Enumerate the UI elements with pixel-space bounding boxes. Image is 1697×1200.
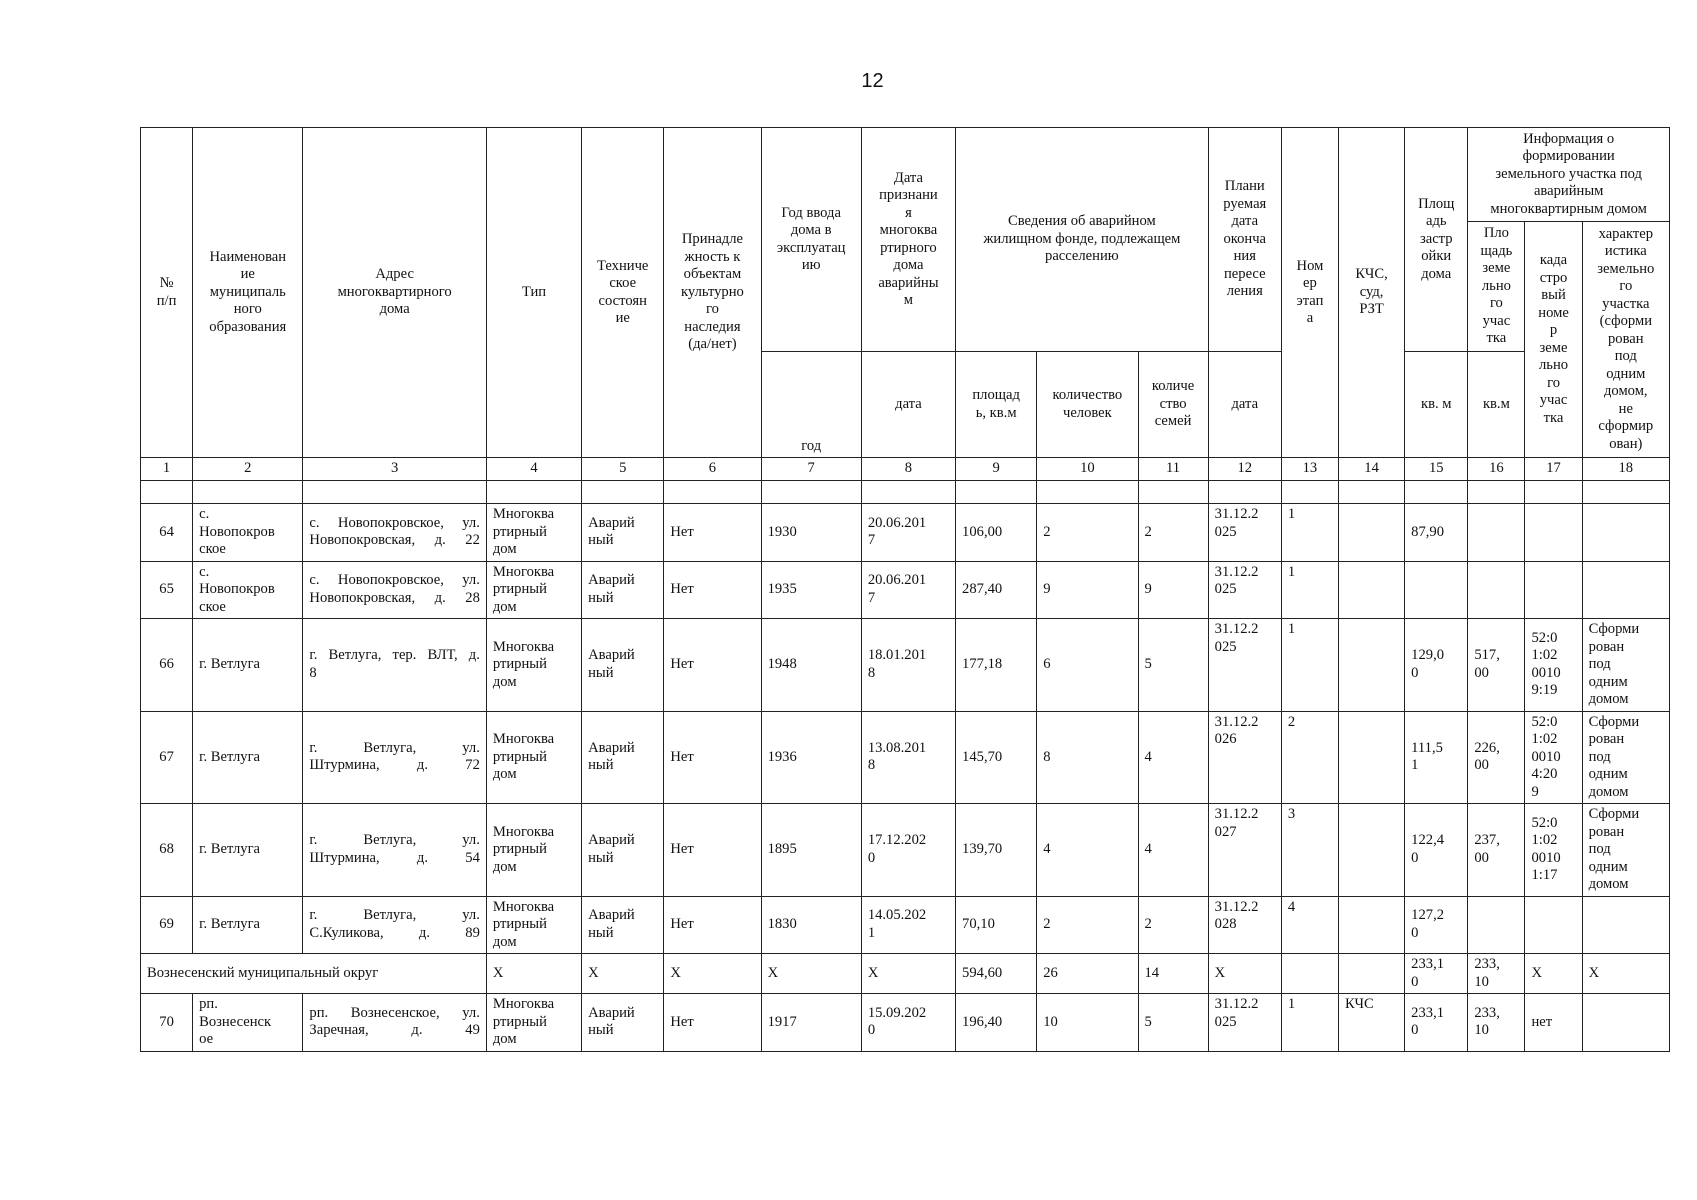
cell-area: 70,10 — [956, 896, 1037, 954]
cell-municipality: г. Ветлуга — [193, 896, 303, 954]
column-number: 2 — [193, 458, 303, 481]
spacer-cell — [956, 481, 1037, 504]
header-planned-date — [1208, 128, 1281, 352]
table-row — [141, 994, 1670, 1052]
header-cadastral-number — [1525, 222, 1582, 458]
cell-number: 68 — [141, 804, 193, 897]
cell-families: 9 — [1138, 561, 1208, 619]
cell-date: 14.05.202 1 — [861, 896, 955, 954]
cell-number: 64 — [141, 504, 193, 562]
cell-plan-date: 31.12.2 025 — [1208, 619, 1281, 712]
spacer-row — [141, 481, 1670, 504]
cell-number: 65 — [141, 561, 193, 619]
cell-address: г. Ветлуга, ул. С.Куликова, д. 89 — [303, 896, 486, 954]
cell-characteristic: Сформи рован под одним домом — [1582, 711, 1669, 804]
cell-land-area: 237, 00 — [1468, 804, 1525, 897]
page-number: 12 — [861, 70, 884, 92]
cell-address: с. Новопокровское, ул. Новопокровская, д. 22 — [303, 504, 486, 562]
cell-year: 1895 — [761, 804, 861, 897]
column-number: 7 — [761, 458, 861, 481]
column-number: 11 — [1138, 458, 1208, 481]
cell-type: Многоква ртирный дом — [486, 561, 581, 619]
cell-land-area — [1468, 896, 1525, 954]
cell-stage: 3 — [1281, 804, 1338, 897]
column-number: 12 — [1208, 458, 1281, 481]
subtotal-cell: X — [664, 954, 761, 994]
spacer-cell — [303, 481, 486, 504]
cell-land-area — [1468, 561, 1525, 619]
header-number — [141, 128, 193, 458]
cell-built-area — [1405, 561, 1468, 619]
cell-people: 10 — [1037, 994, 1138, 1052]
cell-municipality: г. Ветлуга — [193, 619, 303, 712]
table-row — [141, 896, 1670, 954]
column-number: 4 — [486, 458, 581, 481]
cell-number: 67 — [141, 711, 193, 804]
cell-cadastral: 52:0 1:02 0010 9:19 — [1525, 619, 1582, 712]
cell-plan-date: 31.12.2 027 — [1208, 804, 1281, 897]
cell-families: 4 — [1138, 804, 1208, 897]
header-text: Плани руемая дата оконча ния пересе ления — [1223, 178, 1267, 300]
cell-state: Аварий ный — [582, 619, 664, 712]
empty-cell — [1281, 954, 1338, 994]
column-number: 13 — [1281, 458, 1338, 481]
table-row — [141, 561, 1670, 619]
header-text: Тип — [521, 283, 547, 300]
subtotal-cell: 233, 10 — [1468, 954, 1525, 994]
cell-heritage: Нет — [664, 994, 761, 1052]
spacer-cell — [664, 481, 761, 504]
column-number: 1 — [141, 458, 193, 481]
cell-heritage: Нет — [664, 896, 761, 954]
cell-stage: 1 — [1281, 561, 1338, 619]
cell-state: Аварий ный — [582, 504, 664, 562]
spacer-cell — [861, 481, 955, 504]
cell-year: 1936 — [761, 711, 861, 804]
header-text: кв.м — [1482, 395, 1510, 412]
cell-cadastral: нет — [1525, 994, 1582, 1052]
subheader-date — [861, 352, 955, 458]
cell-land-area: 233, 10 — [1468, 994, 1525, 1052]
header-text: Сведения об аварийном жилищном фонде, подлежащем расселению — [983, 213, 1181, 265]
column-number: 17 — [1525, 458, 1582, 481]
spacer-cell — [1138, 481, 1208, 504]
header-text: Площ адь застр ойки дома — [1418, 195, 1455, 282]
subheader-land-unit — [1468, 352, 1525, 458]
cell-number: 66 — [141, 619, 193, 712]
header-tech-state — [582, 128, 664, 458]
cell-built-area: 233,1 0 — [1405, 994, 1468, 1052]
cell-address: с. Новопокровское, ул. Новопокровская, д. 28 — [303, 561, 486, 619]
column-number: 9 — [956, 458, 1037, 481]
cell-area: 106,00 — [956, 504, 1037, 562]
column-number: 8 — [861, 458, 955, 481]
cell-heritage: Нет — [664, 561, 761, 619]
header-text: характер истика земельно го участка (сформи рован под одним домом, не сформир ован) — [1597, 225, 1655, 452]
cell-kchs — [1339, 619, 1405, 712]
cell-land-area — [1468, 504, 1525, 562]
empty-cell — [1339, 954, 1405, 994]
cell-municipality: рп. Вознесенск ое — [193, 994, 303, 1052]
table-row — [141, 804, 1670, 897]
cell-built-area: 129,0 0 — [1405, 619, 1468, 712]
header-text: Ном ер этап а — [1296, 257, 1324, 326]
cell-type: Многоква ртирный дом — [486, 804, 581, 897]
header-land-characteristic — [1582, 222, 1669, 458]
header-text: Пло щадь земе льно го учас тка — [1480, 225, 1513, 347]
header-text: количество человек — [1052, 387, 1123, 421]
header-text: када стро вый номе р земе льно го учас тка — [1538, 252, 1569, 426]
column-number: 14 — [1339, 458, 1405, 481]
cell-area: 145,70 — [956, 711, 1037, 804]
cell-type: Многоква ртирный дом — [486, 896, 581, 954]
cell-families: 2 — [1138, 896, 1208, 954]
cell-stage: 2 — [1281, 711, 1338, 804]
cell-built-area: 127,2 0 — [1405, 896, 1468, 954]
cell-municipality: с. Новопокров ское — [193, 561, 303, 619]
cell-date: 15.09.202 0 — [861, 994, 955, 1052]
cell-cadastral: 52:0 1:02 0010 1:17 — [1525, 804, 1582, 897]
cell-state: Аварий ный — [582, 711, 664, 804]
cell-land-area: 517, 00 — [1468, 619, 1525, 712]
header-text: количе ство семей — [1151, 378, 1195, 430]
spacer-cell — [486, 481, 581, 504]
cell-year: 1930 — [761, 504, 861, 562]
cell-cadastral: 52:0 1:02 0010 4:20 9 — [1525, 711, 1582, 804]
cell-cadastral — [1525, 896, 1582, 954]
cell-characteristic: Сформи рован под одним домом — [1582, 619, 1669, 712]
spacer-cell — [1525, 481, 1582, 504]
header-text: № п/п — [156, 275, 177, 309]
header-emergency-date — [861, 128, 955, 352]
subheader-built-unit — [1405, 352, 1468, 458]
subheader-plan-date — [1208, 352, 1281, 458]
header-text: Наименован ие муниципаль ного образования — [209, 248, 287, 335]
cell-stage: 1 — [1281, 504, 1338, 562]
cell-area: 177,18 — [956, 619, 1037, 712]
cell-date: 17.12.202 0 — [861, 804, 955, 897]
column-number: 16 — [1468, 458, 1525, 481]
subtotal-cell: X — [1525, 954, 1582, 994]
cell-date: 13.08.201 8 — [861, 711, 955, 804]
subtotal-label: Вознесенский муниципальный округ — [141, 954, 487, 994]
subtotal-cell: 14 — [1138, 954, 1208, 994]
cell-people: 2 — [1037, 896, 1138, 954]
cell-cadastral — [1525, 504, 1582, 562]
cell-built-area: 111,5 1 — [1405, 711, 1468, 804]
cell-year: 1830 — [761, 896, 861, 954]
cell-stage: 1 — [1281, 994, 1338, 1052]
cell-heritage: Нет — [664, 504, 761, 562]
cell-state: Аварий ный — [582, 896, 664, 954]
header-text: Дата признани я многоква ртирного дома аварийны м — [878, 169, 939, 308]
cell-people: 2 — [1037, 504, 1138, 562]
cell-kchs — [1339, 896, 1405, 954]
cell-state: Аварий ный — [582, 994, 664, 1052]
header-heritage — [664, 128, 761, 458]
cell-type: Многоква ртирный дом — [486, 994, 581, 1052]
column-number: 18 — [1582, 458, 1669, 481]
cell-characteristic — [1582, 504, 1669, 562]
cell-state: Аварий ный — [582, 561, 664, 619]
column-number: 10 — [1037, 458, 1138, 481]
header-text: Информация о формировании земельного участка под аварийным многоквартирным домом — [1490, 130, 1647, 217]
header-type — [486, 128, 581, 458]
subtotal-cell: 233,1 0 — [1405, 954, 1468, 994]
cell-plan-date: 31.12.2 028 — [1208, 896, 1281, 954]
cell-heritage: Нет — [664, 711, 761, 804]
header-text: дата — [1231, 395, 1259, 412]
cell-families: 4 — [1138, 711, 1208, 804]
header-text: Техниче ское состоян ие — [597, 257, 649, 326]
table-row — [141, 504, 1670, 562]
cell-stage: 1 — [1281, 619, 1338, 712]
header-emergency-fund — [956, 128, 1209, 352]
spacer-cell — [1582, 481, 1669, 504]
header-text: Адрес многоквартирного дома — [337, 266, 452, 318]
cell-date: 20.06.201 7 — [861, 504, 955, 562]
subtotal-cell: 594,60 — [956, 954, 1037, 994]
cell-area: 139,70 — [956, 804, 1037, 897]
subtotal-cell: X — [761, 954, 861, 994]
header-land-area — [1468, 222, 1525, 352]
spacer-cell — [1468, 481, 1525, 504]
spacer-cell — [1208, 481, 1281, 504]
subheader-area — [956, 352, 1037, 458]
header-address — [303, 128, 486, 458]
header-text: Принадле жность к объектам культурно го наследия (да/нет) — [681, 231, 744, 353]
cell-stage: 4 — [1281, 896, 1338, 954]
cell-municipality: г. Ветлуга — [193, 711, 303, 804]
subheader-people — [1037, 352, 1138, 458]
table-row — [141, 711, 1670, 804]
header-land-info — [1468, 128, 1670, 222]
cell-people: 9 — [1037, 561, 1138, 619]
cell-built-area: 87,90 — [1405, 504, 1468, 562]
cell-kchs — [1339, 504, 1405, 562]
cell-area: 287,40 — [956, 561, 1037, 619]
spacer-cell — [141, 481, 193, 504]
spacer-cell — [761, 481, 861, 504]
subtotal-cell: 26 — [1037, 954, 1138, 994]
cell-type: Многоква ртирный дом — [486, 619, 581, 712]
header-text: КЧС, суд, РЗТ — [1355, 266, 1388, 318]
spacer-cell — [1037, 481, 1138, 504]
subheader-year — [761, 352, 861, 458]
cell-kchs — [1339, 804, 1405, 897]
emergency-housing-table — [140, 127, 1670, 1052]
cell-characteristic — [1582, 994, 1669, 1052]
cell-kchs — [1339, 561, 1405, 619]
cell-plan-date: 31.12.2 025 — [1208, 994, 1281, 1052]
cell-year: 1917 — [761, 994, 861, 1052]
cell-people: 8 — [1037, 711, 1138, 804]
cell-people: 6 — [1037, 619, 1138, 712]
cell-address: г. Ветлуга, ул. Штурмина, д. 72 — [303, 711, 486, 804]
cell-kchs: КЧС — [1339, 994, 1405, 1052]
cell-heritage: Нет — [664, 619, 761, 712]
cell-characteristic — [1582, 896, 1669, 954]
spacer-cell — [193, 481, 303, 504]
header-kchs — [1339, 128, 1405, 458]
cell-families: 2 — [1138, 504, 1208, 562]
cell-number: 69 — [141, 896, 193, 954]
cell-year: 1935 — [761, 561, 861, 619]
spacer-cell — [1405, 481, 1468, 504]
cell-municipality: с. Новопокров ское — [193, 504, 303, 562]
cell-date: 18.01.201 8 — [861, 619, 955, 712]
subtotal-cell: X — [582, 954, 664, 994]
cell-type: Многоква ртирный дом — [486, 504, 581, 562]
cell-families: 5 — [1138, 994, 1208, 1052]
cell-type: Многоква ртирный дом — [486, 711, 581, 804]
column-number: 3 — [303, 458, 486, 481]
column-number: 5 — [582, 458, 664, 481]
header-text: дата — [895, 395, 922, 412]
column-number: 15 — [1405, 458, 1468, 481]
table-row — [141, 619, 1670, 712]
header-year-built — [761, 128, 861, 352]
header-text: площад ь, кв.м — [972, 387, 1020, 421]
spacer-cell — [1339, 481, 1405, 504]
cell-state: Аварий ный — [582, 804, 664, 897]
cell-land-area: 226, 00 — [1468, 711, 1525, 804]
header-municipality — [193, 128, 303, 458]
cell-cadastral — [1525, 561, 1582, 619]
subtotal-row — [141, 954, 1670, 994]
subtotal-cell: X — [486, 954, 581, 994]
header-text: кв. м — [1420, 395, 1452, 412]
header-stage — [1281, 128, 1338, 458]
subtotal-cell: X — [861, 954, 955, 994]
header-text: год — [801, 437, 822, 454]
cell-address: г. Ветлуга, ул. Штурмина, д. 54 — [303, 804, 486, 897]
subtotal-cell: X — [1208, 954, 1281, 994]
spacer-cell — [582, 481, 664, 504]
cell-address: г. Ветлуга, тер. ВЛТ, д. 8 — [303, 619, 486, 712]
cell-plan-date: 31.12.2 025 — [1208, 504, 1281, 562]
header-text: Год ввода дома в эксплуатац ию — [776, 204, 846, 273]
spacer-cell — [1281, 481, 1338, 504]
cell-built-area: 122,4 0 — [1405, 804, 1468, 897]
column-numbers-row — [141, 458, 1670, 481]
subtotal-cell: X — [1582, 954, 1669, 994]
header-built-area — [1405, 128, 1468, 352]
column-number: 6 — [664, 458, 761, 481]
cell-characteristic: Сформи рован под одним домом — [1582, 804, 1669, 897]
subheader-families — [1138, 352, 1208, 458]
cell-characteristic — [1582, 561, 1669, 619]
cell-area: 196,40 — [956, 994, 1037, 1052]
cell-year: 1948 — [761, 619, 861, 712]
cell-plan-date: 31.12.2 025 — [1208, 561, 1281, 619]
cell-families: 5 — [1138, 619, 1208, 712]
cell-address: рп. Вознесенское, ул. Заречная, д. 49 — [303, 994, 486, 1052]
cell-heritage: Нет — [664, 804, 761, 897]
cell-municipality: г. Ветлуга — [193, 804, 303, 897]
cell-date: 20.06.201 7 — [861, 561, 955, 619]
cell-number: 70 — [141, 994, 193, 1052]
cell-plan-date: 31.12.2 026 — [1208, 711, 1281, 804]
cell-people: 4 — [1037, 804, 1138, 897]
cell-kchs — [1339, 711, 1405, 804]
